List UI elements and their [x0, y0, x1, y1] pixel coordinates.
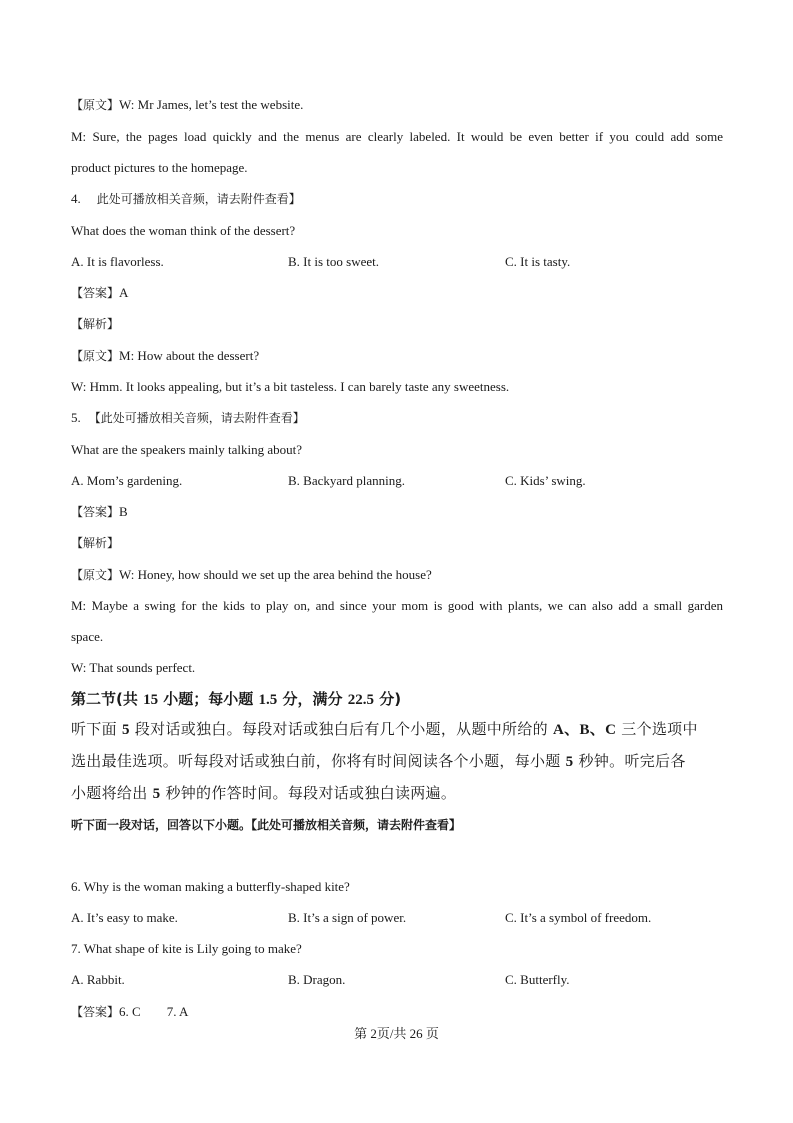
q6-option-b: B. It’s a sign of power.	[288, 910, 407, 925]
instr-line-3: 小题将给出 5 秒钟的作答时间。每段对话或独白读两遍。	[71, 784, 457, 802]
q4-audio-note: 此处可播放相关音频，请去附件查看】	[96, 192, 301, 206]
page-footer: 第 2页/共 26 页	[354, 1026, 439, 1041]
script-tag: 【原文】	[71, 349, 120, 363]
q6-question: 6. Why is the woman making a butterfly-shaped kite?	[71, 879, 350, 894]
answer-tag: 【答案】	[71, 1005, 120, 1019]
q7-option-c: C. Butterfly.	[505, 972, 570, 987]
q4-analysis	[71, 316, 119, 332]
q4-option-c: C. It is tasty.	[505, 254, 571, 269]
q5-option-b: B. Backyard planning.	[288, 473, 405, 488]
instr-line-1: 听下面 5 段对话或独白。每段对话或独白后有几个小题，从题中所给的 A、B、C 三个选项中	[71, 720, 698, 738]
section2-sub-instruction: 听下面一段对话，回答以下小题。【此处可播放相关音频，请去附件查看】	[71, 818, 462, 832]
q5-option-c: C. Kids’ swing.	[505, 473, 586, 488]
q5-script-w2: W: That sounds perfect.	[71, 660, 196, 675]
q4-script-w: W: Hmm. It looks appealing, but it’s a bit tasteless. I can barely taste any sweetness.	[71, 379, 510, 394]
q7-question: 7. What shape of kite is Lily going to make?	[71, 941, 302, 956]
answer-tag: 【答案】	[71, 286, 120, 300]
answer-tag: 【答案】	[71, 505, 120, 519]
q4-number: 4.	[71, 191, 81, 206]
q5-answer-value: B	[119, 504, 128, 519]
q7-option-a: A. Rabbit.	[71, 972, 125, 987]
q5-number-line	[71, 410, 305, 426]
script-tag: 【原文】	[71, 568, 120, 582]
q3-script-m-line2: product pictures to the homepage.	[71, 160, 248, 175]
q4-answer-value: A	[119, 285, 129, 300]
q5-script-w: 【原文】W: Honey, how should we set up the area behind the house?	[71, 567, 432, 582]
q3-script-w: 【原文】W: Mr James, let’s test the website.	[71, 97, 304, 112]
q5-answer	[71, 504, 128, 520]
q3-script-m-line1: M: Sure, the pages load quickly and the menus are clearly labeled. It would be even better if you could add some	[71, 129, 723, 144]
analysis-tag: 【解析】	[71, 317, 120, 331]
section2-heading: 第二节(共 15 小题；每小题 1.5 分，满分 22.5 分)	[71, 690, 402, 708]
q5-option-a: A. Mom’s gardening.	[71, 473, 183, 488]
answers-6-7	[71, 1004, 188, 1020]
q6-option-a: A. It’s easy to make.	[71, 910, 178, 925]
q5-question: What are the speakers mainly talking about?	[71, 442, 303, 457]
instr-line-2: 选出最佳选项。听每段对话或独白前，你将有时间阅读各个小题，每小题 5 秒钟。听完后各	[71, 752, 686, 770]
analysis-tag: 【解析】	[71, 536, 120, 550]
q4-answer	[71, 285, 128, 301]
script-tag: 【原文】	[71, 98, 120, 112]
q5-script-m-line2: space.	[71, 629, 104, 644]
q5-audio-note: 【此处可播放相关音频，请去附件查看】	[88, 411, 305, 425]
q4-script-m: 【原文】M: How about the dessert?	[71, 348, 260, 363]
q4-number-line	[71, 191, 301, 207]
q4-question: What does the woman think of the dessert?	[71, 223, 296, 238]
section2-instructions	[71, 714, 723, 810]
answer-7: 7. A	[166, 1004, 189, 1019]
q5-script-m-line1: M: Maybe a swing for the kids to play on, and since your mom is good with plants, we can also add a small garden	[71, 598, 723, 613]
q7-option-b: B. Dragon.	[288, 972, 346, 987]
q4-option-a: A. It is flavorless.	[71, 254, 164, 269]
answer-6: 6. C	[119, 1004, 141, 1019]
q5-number: 5.	[71, 410, 81, 425]
q4-option-b: B. It is too sweet.	[288, 254, 379, 269]
q5-analysis	[71, 535, 119, 551]
q6-option-c: C. It’s a symbol of freedom.	[505, 910, 652, 925]
